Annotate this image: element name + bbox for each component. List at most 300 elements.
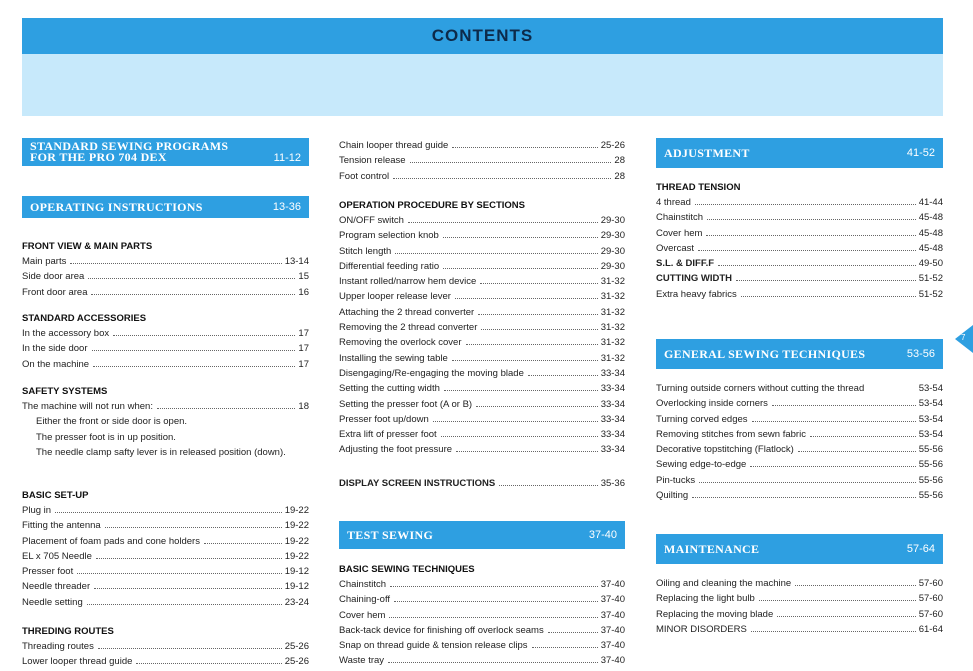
toc-entry[interactable]	[656, 271, 943, 286]
entry-label: Stitch length	[339, 245, 392, 257]
section-title: THREDING ROUTES	[22, 626, 114, 637]
entry-page: 53-54	[918, 398, 943, 410]
entry-label: 4 thread	[656, 197, 691, 208]
toc-entry[interactable]	[656, 287, 943, 302]
section-header-label: TEST SEWING	[347, 527, 434, 542]
entry-label: Setting the presser foot (A or B)	[339, 398, 473, 410]
dot-leader	[718, 265, 916, 266]
entry-page: 23-24	[284, 596, 309, 608]
entry-label: Upper looper release lever	[339, 291, 451, 303]
entry-page: 37-40	[600, 655, 625, 667]
entry-page: 41-44	[918, 197, 943, 208]
entry-page: 33-34	[600, 429, 625, 441]
section-title: BASIC SEWING TECHNIQUES	[339, 564, 475, 575]
entry-page: 55-56	[918, 490, 943, 502]
section-header-label: ADJUSTMENT	[664, 145, 750, 160]
toc-entry[interactable]	[22, 654, 309, 669]
section-title: OPERATION PROCEDURE BY SECTIONS	[339, 200, 525, 211]
entry-page: 31-32	[600, 276, 625, 288]
front-view-section	[22, 239, 309, 300]
entry-page: 25-26	[600, 140, 625, 151]
entry-label: On the machine	[22, 358, 90, 370]
toc-entry[interactable]	[339, 305, 625, 320]
entry-page: 53-54	[918, 428, 943, 440]
toc-entry[interactable]	[339, 592, 625, 607]
toc-entry[interactable]	[656, 576, 943, 591]
section-title: SAFETY SYSTEMS	[22, 386, 108, 397]
entry-page: 18	[298, 401, 309, 412]
toc-entry[interactable]	[22, 518, 309, 533]
dot-leader	[456, 451, 598, 452]
column-1	[22, 138, 309, 668]
contents-banner	[22, 18, 943, 54]
toc-entry[interactable]	[656, 427, 943, 442]
dot-leader	[395, 253, 597, 254]
toc-entry[interactable]	[22, 399, 309, 414]
dot-leader	[443, 237, 598, 238]
entry-label: Waste tray	[339, 655, 385, 667]
entry-label: Turning corved edges	[656, 413, 748, 425]
entry-page: 33-34	[600, 444, 625, 456]
entry-page: 31-32	[600, 352, 625, 364]
dot-leader	[481, 329, 597, 330]
entry-list	[656, 195, 943, 302]
basic-techniques-section	[339, 562, 625, 669]
dot-leader	[532, 647, 598, 648]
toc-entry[interactable]	[339, 351, 625, 366]
entry-page: 31-32	[600, 337, 625, 349]
toc-entry[interactable]	[22, 549, 309, 564]
entry-label: Presser foot	[22, 566, 74, 578]
entry-label: Chainstitch	[656, 212, 703, 224]
dot-leader	[698, 250, 916, 251]
entry-label: ON/OFF switch	[339, 215, 404, 226]
entry-label: Lower looper thread guide	[22, 656, 133, 668]
entry-label: Instant rolled/narrow hem device	[339, 276, 477, 288]
general-techniques-section	[656, 381, 943, 503]
entry-page: 17	[298, 343, 309, 355]
accessories-section	[22, 311, 309, 372]
entry-page: 55-56	[918, 459, 943, 471]
toc-entry[interactable]	[339, 320, 625, 335]
entry-label: Pin-tucks	[656, 474, 696, 486]
dot-leader	[736, 280, 916, 281]
toc-entry[interactable]	[22, 564, 309, 579]
dot-leader	[388, 662, 598, 663]
section-header-maintenance[interactable]	[656, 534, 943, 564]
entry-page: 33-34	[600, 367, 625, 379]
dot-leader	[70, 263, 281, 264]
section-title: FRONT VIEW & MAIN PARTS	[22, 241, 153, 252]
toc-entry[interactable]	[339, 412, 625, 427]
toc-entry[interactable]	[656, 488, 943, 503]
entry-label: In the accessory box	[22, 328, 110, 339]
entry-label: Quilting	[656, 490, 689, 502]
dot-leader	[92, 350, 296, 351]
section-header-pages: 41-52	[906, 147, 935, 159]
toc-entry[interactable]	[339, 169, 625, 184]
dot-leader	[759, 600, 916, 601]
entry-list	[22, 503, 309, 610]
dot-leader	[795, 585, 915, 586]
toc-entry[interactable]	[22, 341, 309, 356]
dot-leader	[692, 497, 915, 498]
banner-band	[22, 54, 943, 116]
section-title: STANDARD ACCESSORIES	[22, 313, 147, 324]
page-title: CONTENTS	[431, 26, 534, 45]
toc-entry[interactable]	[22, 269, 309, 284]
dot-leader	[390, 586, 598, 587]
entry-page: 57-60	[918, 578, 943, 589]
dot-leader	[706, 235, 915, 236]
safety-note: The needle clamp safty lever is in released position (down).	[36, 446, 286, 458]
entry-page: 19-12	[284, 581, 309, 593]
section-header-pages: 11-12	[273, 152, 301, 164]
entry-list	[656, 576, 943, 637]
dot-leader	[480, 283, 597, 284]
dot-leader	[476, 406, 598, 407]
section-title: BASIC SET-UP	[22, 490, 89, 501]
entry-label: Back-tack device for finishing off overlock seams	[339, 624, 544, 636]
toc-entry[interactable]	[339, 397, 625, 412]
dot-leader	[204, 543, 282, 544]
entry-label: Program selection knob	[339, 230, 439, 242]
entry-label: Needle threader	[22, 581, 91, 593]
page-number: 7	[961, 333, 966, 342]
entry-page: 29-30	[600, 215, 625, 226]
dot-leader	[157, 408, 295, 409]
entry-list	[339, 213, 625, 458]
threading-section	[22, 624, 309, 670]
entry-label: Cover hem	[656, 227, 703, 239]
dot-leader	[455, 298, 598, 299]
entry-list	[339, 577, 625, 669]
dot-leader	[750, 466, 915, 467]
toc-entry[interactable]	[22, 254, 309, 269]
toc-entry[interactable]	[656, 412, 943, 427]
dot-leader	[751, 631, 916, 632]
dot-leader	[55, 512, 282, 513]
entry-page: 51-52	[918, 273, 943, 285]
thread-tension-section	[656, 180, 943, 302]
entry-page: 17	[298, 358, 309, 370]
entry-label: Turning outside corners without cutting the thread	[656, 383, 865, 394]
toc-entry[interactable]	[656, 210, 943, 225]
entry-label: Cover hem	[339, 609, 386, 621]
toc-entry[interactable]	[656, 591, 943, 606]
entry-page: 29-30	[600, 260, 625, 272]
dot-leader	[443, 268, 598, 269]
section-header-pages: 37-40	[588, 529, 617, 541]
entry-page: 19-12	[284, 566, 309, 578]
entry-label: Attaching the 2 thread converter	[339, 306, 475, 318]
toc-entry[interactable]	[656, 396, 943, 411]
dot-leader	[433, 421, 598, 422]
safety-note: Either the front or side door is open.	[36, 416, 188, 428]
entry-label: Fitting the antenna	[22, 520, 101, 532]
dot-leader	[91, 294, 295, 295]
entry-label: Oiling and cleaning the machine	[656, 578, 792, 589]
toc-entry[interactable]	[656, 195, 943, 210]
entry-label: Decorative topstitching (Flatlock)	[656, 444, 794, 456]
entry-label: Removing the 2 thread converter	[339, 322, 478, 334]
entry-page: 37-40	[600, 594, 625, 606]
entry-label: Installing the sewing table	[339, 352, 448, 364]
entry-page: 51-52	[918, 288, 943, 300]
toc-entry[interactable]	[656, 226, 943, 241]
dot-leader	[389, 617, 597, 618]
toc-entry[interactable]	[656, 607, 943, 622]
entry-label: EL x 705 Needle	[22, 550, 92, 562]
dot-leader	[105, 527, 282, 528]
display-section	[339, 476, 625, 491]
entry-page: 57-60	[918, 608, 943, 620]
section-header-label: STANDARD SEWING PROGRAMS FOR THE PRO 704 DEX	[30, 139, 229, 164]
entry-page: 29-30	[600, 230, 625, 242]
toc-entry[interactable]	[339, 608, 625, 623]
dot-leader	[452, 147, 597, 148]
dot-leader	[394, 601, 598, 602]
entry-label: Threading routes	[22, 641, 94, 652]
entry-label: Replacing the light bulb	[656, 593, 755, 605]
dot-leader	[798, 451, 916, 452]
entry-page: 19-22	[284, 550, 309, 562]
entry-page: 16	[298, 286, 309, 298]
dot-leader	[410, 162, 612, 163]
entry-page: 53-54	[918, 383, 943, 394]
entry-label: Extra lift of presser foot	[339, 429, 437, 441]
dot-leader	[810, 436, 916, 437]
basic-setup-section	[22, 488, 309, 610]
toc-entry[interactable]	[22, 503, 309, 518]
entry-label: In the side door	[22, 343, 88, 355]
entry-label: Overcast	[656, 242, 695, 254]
entry-page: 49-50	[918, 258, 943, 270]
toc-entry[interactable]	[656, 457, 943, 472]
toc-entry[interactable]	[656, 622, 943, 637]
dot-leader	[77, 573, 281, 574]
toc-entry[interactable]	[22, 595, 309, 610]
top-entries	[339, 138, 625, 184]
entry-page: 25-26	[284, 641, 309, 652]
entry-label: CUTTING WIDTH	[656, 273, 732, 285]
dot-leader	[741, 296, 916, 297]
toc-entry[interactable]	[656, 256, 943, 271]
dot-leader	[393, 178, 611, 179]
entry-label: The machine will not run when:	[22, 401, 153, 412]
toc-entry[interactable]	[22, 285, 309, 300]
dot-leader	[113, 335, 295, 336]
entry-page: 37-40	[600, 609, 625, 621]
entry-page: 45-48	[918, 242, 943, 254]
column-3	[656, 138, 943, 668]
toc-entry[interactable]	[656, 442, 943, 457]
entry-label: Placement of foam pads and cone holders	[22, 535, 200, 547]
dot-leader	[88, 278, 295, 279]
entry-label: S.L. & DIFF.F	[656, 258, 715, 270]
entry-page: 17	[298, 328, 309, 339]
toc-entry[interactable]	[339, 228, 625, 243]
toc-entry[interactable]	[339, 577, 625, 592]
entry-page: 57-60	[918, 593, 943, 605]
dot-leader	[707, 219, 916, 220]
dot-leader	[94, 588, 282, 589]
dot-leader	[96, 558, 282, 559]
toc-entry[interactable]	[339, 153, 625, 168]
toc-entry[interactable]	[339, 274, 625, 289]
toc-entry[interactable]	[339, 638, 625, 653]
section-header-general-sewing[interactable]	[656, 339, 943, 369]
toc-entry[interactable]	[339, 259, 625, 274]
safety-note: The presser foot is in up position.	[36, 431, 176, 443]
entry-label: Needle setting	[22, 596, 83, 608]
entry-label: Adjusting the foot pressure	[339, 444, 453, 456]
entry-list	[339, 138, 625, 184]
entry-label: Differential feeding ratio	[339, 260, 440, 272]
entry-list	[656, 381, 943, 503]
entry-page: 28	[614, 155, 625, 167]
dot-leader	[499, 485, 597, 486]
toc-entry[interactable]	[339, 366, 625, 381]
section-header-pages: 13-36	[272, 201, 301, 213]
entry-label: Chaining-off	[339, 594, 391, 606]
section-header-label: OPERATING INSTRUCTIONS	[30, 199, 203, 214]
entry-label: Disengaging/Re-engaging the moving blade	[339, 367, 524, 379]
section-header-label: GENERAL SEWING TECHNIQUES	[664, 346, 866, 361]
section-header-test-sewing[interactable]	[339, 521, 625, 549]
dot-leader	[408, 222, 598, 223]
toc-entry[interactable]	[22, 534, 309, 549]
toc-entry[interactable]	[339, 213, 625, 228]
entry-label: Chain looper thread guide	[339, 140, 449, 151]
toc-entry[interactable]	[339, 335, 625, 350]
entry-page: 45-48	[918, 212, 943, 224]
entry-label: Main parts	[22, 256, 67, 267]
toc-entry[interactable]	[22, 639, 309, 654]
dot-leader	[444, 390, 598, 391]
toc-entry[interactable]	[339, 244, 625, 259]
entry-page: 13-14	[284, 256, 309, 267]
entry-list	[22, 326, 309, 372]
dot-leader	[87, 604, 282, 605]
entry-label: Chainstitch	[339, 579, 386, 590]
dot-leader	[772, 405, 916, 406]
entry-label: DISPLAY SCREEN INSTRUCTIONS	[339, 478, 496, 489]
entry-page: 55-56	[918, 474, 943, 486]
dot-leader	[777, 616, 915, 617]
entry-label: Front door area	[22, 286, 88, 298]
toc-entry[interactable]	[339, 653, 625, 668]
toc-entry[interactable]	[339, 427, 625, 442]
entry-page: 33-34	[600, 383, 625, 395]
entry-label: Side door area	[22, 271, 85, 283]
dot-leader	[98, 648, 282, 649]
entry-page: 25-26	[284, 656, 309, 668]
dot-leader	[752, 421, 916, 422]
toc-entry[interactable]	[656, 381, 943, 396]
dot-leader	[699, 482, 916, 483]
entry-page: 53-54	[918, 413, 943, 425]
toc-entry[interactable]	[339, 476, 625, 491]
entry-page: 15	[298, 271, 309, 283]
entry-page: 31-32	[600, 322, 625, 334]
entry-page: 37-40	[600, 624, 625, 636]
entry-label: Tension release	[339, 155, 406, 167]
page-edge-tab	[955, 325, 973, 353]
toc-entry[interactable]	[656, 473, 943, 488]
entry-page: 35-36	[600, 478, 625, 489]
dot-leader	[93, 366, 295, 367]
maintenance-section	[656, 576, 943, 637]
safety-section	[22, 384, 309, 460]
dot-leader	[528, 375, 598, 376]
entry-label: Extra heavy fabrics	[656, 288, 737, 300]
section-header-label: MAINTENANCE	[664, 541, 760, 556]
dot-leader	[478, 314, 597, 315]
entry-page: 33-34	[600, 413, 625, 425]
entry-label: MINOR DISORDERS	[656, 623, 747, 635]
entry-page: 19-22	[284, 505, 309, 516]
section-header-pages: 53-56	[906, 348, 935, 360]
entry-page: 61-64	[918, 623, 943, 635]
entry-page: 33-34	[600, 398, 625, 410]
toc-entry[interactable]	[22, 326, 309, 341]
entry-label: Removing the overlock cover	[339, 337, 462, 349]
entry-page: 31-32	[600, 291, 625, 303]
toc-entry[interactable]	[339, 381, 625, 396]
entry-label: Snap on thread guide & tension release clips	[339, 640, 528, 652]
entry-list	[22, 254, 309, 300]
dot-leader	[695, 204, 916, 205]
toc-entry[interactable]	[339, 442, 625, 457]
toc-entry[interactable]	[339, 138, 625, 153]
entry-page: 37-40	[600, 579, 625, 590]
toc-entry[interactable]	[22, 357, 309, 372]
dot-leader	[452, 360, 598, 361]
entry-page: 31-32	[600, 306, 625, 318]
section-header-pages: 57-64	[906, 543, 935, 555]
entry-label: Sewing edge-to-edge	[656, 459, 747, 471]
entry-label: Presser foot up/down	[339, 413, 429, 425]
entry-page: 19-22	[284, 520, 309, 532]
toc-entry[interactable]	[22, 579, 309, 594]
column-2	[339, 138, 625, 668]
entry-label: Replacing the moving blade	[656, 608, 774, 620]
entry-page: 55-56	[918, 444, 943, 456]
section-header-standard-programs[interactable]	[22, 138, 309, 166]
toc-entry[interactable]	[339, 289, 625, 304]
entry-page: 45-48	[918, 227, 943, 239]
entry-page: 29-30	[600, 245, 625, 257]
entry-list	[22, 639, 309, 670]
entry-page: 28	[614, 170, 625, 182]
section-title: THREAD TENSION	[656, 182, 741, 193]
dot-leader	[136, 663, 281, 664]
entry-page: 19-22	[284, 535, 309, 547]
entry-label: Overlocking inside corners	[656, 398, 768, 410]
toc-entry[interactable]	[656, 241, 943, 256]
entry-label: Plug in	[22, 505, 52, 516]
dot-leader	[441, 436, 598, 437]
section-header-operating[interactable]	[22, 196, 309, 218]
dot-leader	[466, 344, 598, 345]
section-header-adjustment[interactable]	[656, 138, 943, 168]
entry-label: Removing stitches from sewn fabric	[656, 428, 806, 440]
entry-page: 37-40	[600, 640, 625, 652]
dot-leader	[548, 632, 598, 633]
toc-entry[interactable]	[339, 623, 625, 638]
entry-label: Setting the cutting width	[339, 383, 440, 395]
